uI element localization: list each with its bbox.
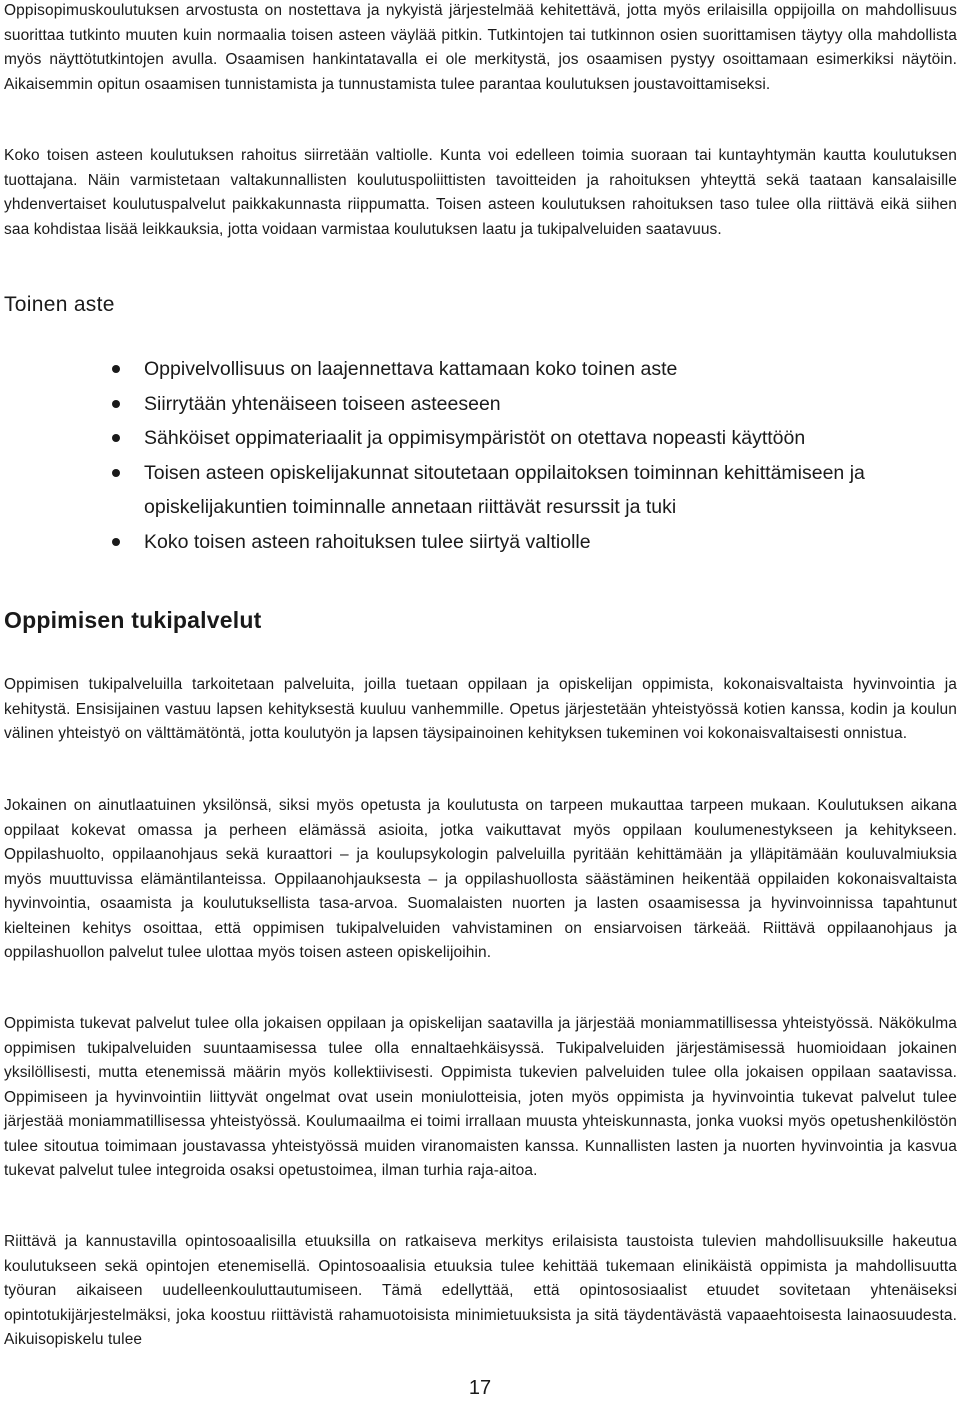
body-paragraph: Oppimisen tukipalveluilla tarkoitetaan palveluita, joilla tuetaan oppilaan ja opiskelijan oppimista, kokonaisvaltaista hyvinvointia ja kehitystä. Ensisijainen vastuu lapsen kehityksestä kuuluu vanhemmille. Opetus järjestetään yhteistyössä kotien kanssa, kodin ja koulun välinen yhteistyö on välttämätöntä, jotta koulutyön ja lapsen täysipainoinen kehityksen tukeminen voi kokonaisvaltaisesti onnistua. <box>4 676 957 742</box>
body-paragraph: Jokainen on ainutlaatuinen yksilönsä, siksi myös opetusta ja koulutusta on tarpeen mukauttaa tarpeen mukaan. Koulutuksen aikana oppilaat kokevat omassa ja perheen elämässä asioita, jotka vaikuttavat myös oppilaan koulumenestykseen ja kehitykseen. Oppilashuolto, oppilaanohjaus sekä kuraattori – ja koulupsykologin palveluilla pyritään kehittämään ja ylläpitämään kouluvalmiuksia myös muuttuvissa elämäntilanteissa. Oppilaanohjauksesta – ja oppilashuollosta säästäminen heikentää oppilaiden kokonaisvaltaista hyvinvointia, osaamista ja koulutuksellista tasa-arvoa. Suomalaisten nuorten ja lasten osaamisessa ja hyvinvoinnissa tapahtunut kielteinen kehitys osoittaa, että oppimisen tukipalveluiden vahvistaminen on ensiarvoisen tärkeää. Riittävä oppilaanohjaus ja oppilashuollon palvelut tulee ulottaa myös toisen asteen opiskelijoihin. <box>4 797 957 961</box>
bullet-icon <box>112 538 120 546</box>
list-item-text: Toisen asteen opiskelijakunnat sitoutetaan oppilaitoksen toiminnan kehittämiseen ja opiskelijakuntien toiminnalle annetaan riittävät resurssit ja tuki <box>144 461 865 518</box>
list-item <box>4 387 957 422</box>
list-item <box>4 525 957 560</box>
list-item-text: Koko toisen asteen rahoituksen tulee siirtyä valtiolle <box>144 530 591 553</box>
body-paragraph: Oppimista tukevat palvelut tulee olla jokaisen oppilaan ja opiskelijan saatavilla ja järjestää moniammatillisessa yhteistyössä. Näkökulma oppimisen tukipalveluiden suuntaamisessa tulee olla ennaltaehkäisyssä. Tukipalveluiden järjestämisessä huomioidaan jokainen yksilöllisesti, mutta etenemissä määrin myös kollektiivisesti. Oppimista tukevien palveluiden tulee olla jokaisen oppilaan saatavissa. Oppimiseen ja hyvinvointiin liittyvät ongelmat ovat usein moniulotteisia, joten myös oppimista ja hyvinvointia tukevat palvelut tulee järjestää moniammatillisessa yhteistyössä. Koulumaailma ei toimi irrallaan muusta yhteiskunnasta, jonka vuoksi myös opetushenkilöstön tulee sitoutua toimimaan joustavassa yhteistyössä muiden viranomaisten kanssa. Kunnallisten lasten ja nuorten hyvinvointia ja kasvua tukevat palvelut tulee integroida osaksi opetustoimea, ilman turhia raja-aitoa. <box>4 1015 957 1179</box>
list-item <box>4 421 957 456</box>
section-heading-tukipalvelut: Oppimisen tukipalvelut <box>4 607 262 633</box>
section-heading-toinen-aste: Toinen aste <box>4 293 115 316</box>
body-paragraph: Riittävä ja kannustavilla opintosoaalisilla etuuksilla on ratkaiseva merkitys erilaisista taustoista tulevien mahdollisuuksille hakeutua koulutukseen sekä opintojen etenemisellä. Opintosoaalisia etuuksia tulee kehittää tukemaan elinikäistä oppimista ja mahdollisuutta työuran aikaiseen uudelleenkouluttautumiseen. Tämä edellyttää, että opintososiaalist etuudet sovitetaan yhtenäiseksi opintotukijärjestelmäksi, joka koostuu riittävistä rahamuotoisista minimietuuksista ja sitä täydentävästä vapaaehtoisesta lainaosuudesta. Aikuisopiskelu tulee <box>4 1233 957 1348</box>
bullet-icon <box>112 434 120 442</box>
bullet-icon <box>112 400 120 408</box>
page-number: 17 <box>468 1377 492 1399</box>
bullet-icon <box>112 365 120 373</box>
list-item-text: Oppivelvollisuus on laajennettava kattamaan koko toinen aste <box>144 358 678 380</box>
bullet-icon <box>112 469 120 477</box>
list-item-text: Sähköiset oppimateriaalit ja oppimisympäristöt on otettava nopeasti käyttöön <box>144 427 806 449</box>
body-paragraph: Koko toisen asteen koulutuksen rahoitus siirretään valtiolle. Kunta voi edelleen toimia suoraan tai kuntayhtymän kautta koulutuksen tuottajana. Näin varmistetaan valtakunnallisten koulutuspoliittisten tavoitteiden ja rahoituksen yhteyttä sekä taataan kansalaisille yhdenvertaiset koulutuspalvelut paikkakunnasta riippumatta. Toisen asteen koulutuksen rahoituksen taso tulee olla riittävä eikä siihen saa kohdistaa lisää leikkauksia, jotta voidaan varmistaa koulutuksen laatu ja tukipalveluiden saatavuus. <box>4 147 957 238</box>
list-item <box>4 352 957 387</box>
list-item <box>4 456 957 525</box>
list-item-text: Siirrytään yhtenäiseen toiseen asteeseen <box>144 392 501 415</box>
body-paragraph: Oppisopimuskoulutuksen arvostusta on nostettava ja nykyistä järjestelmää kehitettävä, jotta myös erilaisilla oppijoilla on mahdollisuus suorittaa tutkinto muuten kuin normaalia toisen asteen väylää pitkin. Tutkintojen tai tutkinnon osien suorittamisen täytyy olla mahdollista myös näyttötutkintojen avulla. Osaamisen hankintatavalla ei ole merkitystä, jos osaamisen pystyy osoittamaan esimerkiksi näytöin. Aikaisemmin opitun osaamisen tunnistamista ja tunnustamista tulee parantaa koulutuksen joustavoittamiseksi. <box>4 2 957 93</box>
bullet-list <box>4 352 957 559</box>
